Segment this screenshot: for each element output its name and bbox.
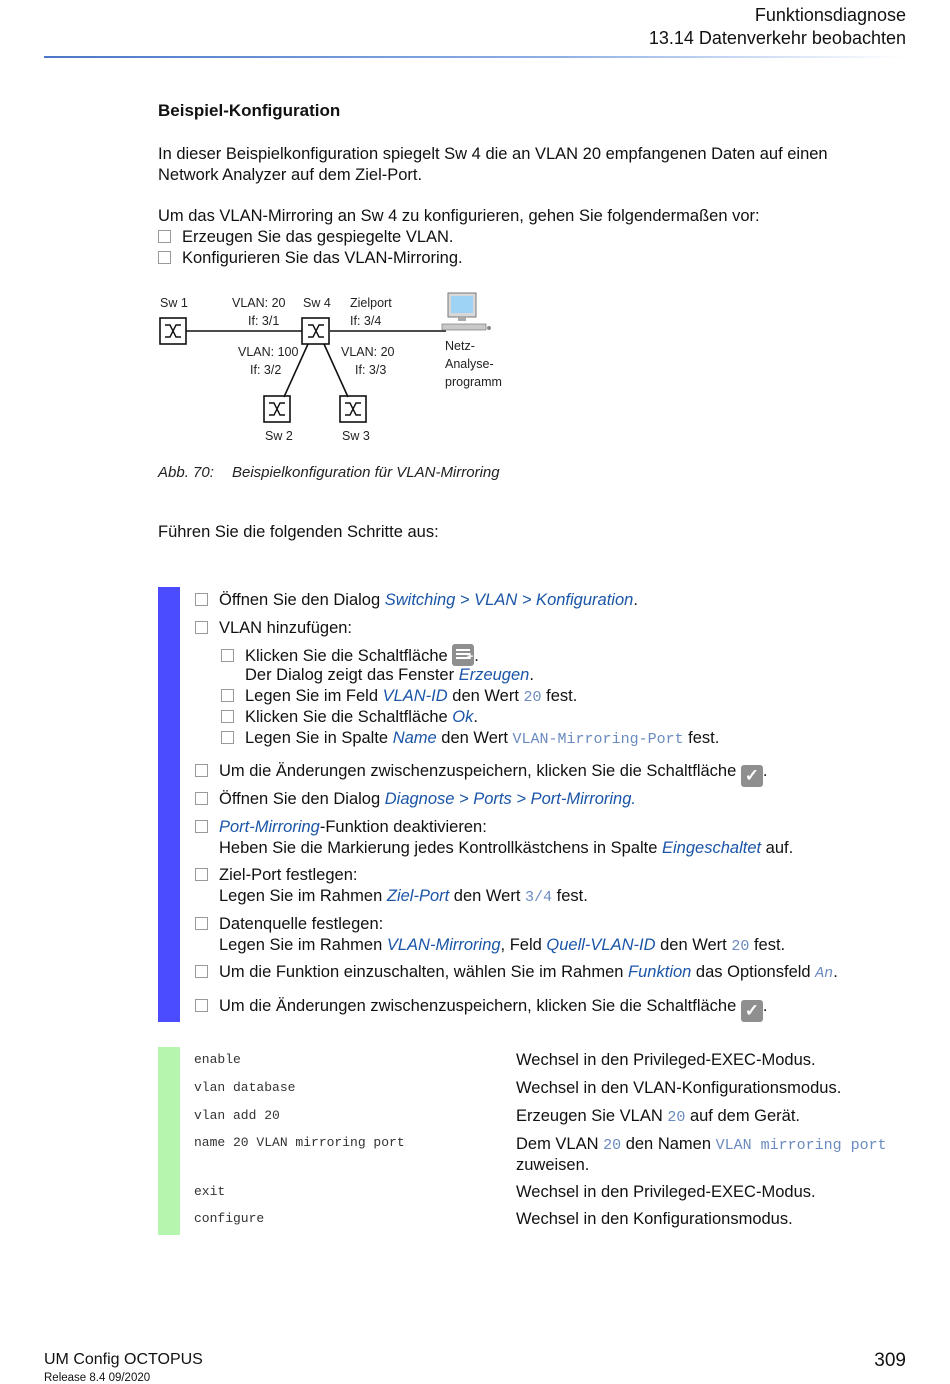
cli-description: Wechsel in den Privileged-EXEC-Modus.	[516, 1051, 816, 1069]
column-name-link: Name	[392, 729, 437, 747]
cli-description: Dem VLAN 20 den Namen VLAN mirroring port	[516, 1135, 887, 1154]
manual-title: UM Config OCTOPUS	[44, 1351, 203, 1368]
value-text: 20	[731, 938, 750, 955]
header-divider	[44, 56, 906, 58]
svg-text:Netz-: Netz-	[445, 339, 475, 353]
section-heading: Beispiel-Konfiguration	[158, 101, 341, 120]
svg-text:Zielport: Zielport	[350, 296, 392, 310]
svg-text:VLAN: 20: VLAN: 20	[341, 345, 395, 359]
cli-description: Wechsel in den VLAN-Konfigurationsmodus.	[516, 1079, 842, 1097]
svg-text:Analyse-: Analyse-	[445, 357, 494, 371]
save-checkmark-icon[interactable]: ✓	[741, 765, 763, 787]
bullet-box-icon	[195, 868, 208, 881]
save-checkmark-icon[interactable]: ✓	[741, 1000, 763, 1022]
bullet-box-icon	[195, 820, 208, 833]
ok-button-link[interactable]: Ok	[452, 708, 474, 726]
add-table-button-icon[interactable]	[452, 644, 474, 666]
substep-dialog-note: Der Dialog zeigt das Fenster Erzeugen.	[245, 666, 534, 684]
svg-text:If: 3/2: If: 3/2	[250, 363, 282, 377]
svg-text:Sw 4: Sw 4	[303, 296, 331, 310]
cli-description-cont: zuweisen.	[516, 1156, 590, 1174]
cli-command: vlan add 20	[194, 1108, 280, 1123]
bullet-box-icon	[158, 230, 171, 243]
function-name-link: Port-Mirroring	[219, 818, 320, 836]
figure-caption: Abb. 70: Beispielkonfiguration für VLAN-Mirroring	[158, 464, 500, 481]
bullet-box-icon	[221, 689, 234, 702]
menu-path-link[interactable]: Switching > VLAN > Konfiguration	[384, 591, 634, 609]
field-name-link: Quell-VLAN-ID	[546, 936, 656, 954]
step-open-vlan-dialog: Öffnen Sie den Dialog Switching > VLAN > Konfiguration.	[195, 590, 638, 611]
svg-text:If: 3/4: If: 3/4	[350, 314, 382, 328]
step-enable-function: Um die Funktion einzuschalten, wählen Sie im Rahmen Funktion das Optionsfeld An.	[195, 962, 838, 984]
cli-command: vlan database	[194, 1080, 296, 1095]
substep-set-name: Legen Sie in Spalte Name den Wert VLAN-Mirroring-Port fest.	[221, 728, 719, 750]
step-set-target-port: Ziel-Port festlegen:	[195, 865, 357, 886]
bullet-box-icon	[195, 965, 208, 978]
bullet-box-icon	[195, 999, 208, 1012]
svg-text:programm: programm	[445, 375, 502, 389]
cli-description: Erzeugen Sie VLAN 20 auf dem Gerät.	[516, 1107, 800, 1126]
svg-text:If: 3/3: If: 3/3	[355, 363, 387, 377]
step-set-target-port-detail: Legen Sie im Rahmen Ziel-Port den Wert 3/4 fest.	[219, 887, 588, 906]
gui-steps-marker	[158, 587, 180, 1022]
bullet-box-icon	[158, 251, 171, 264]
step-disable-port-mirroring: Port-Mirroring-Funktion deaktivieren:	[195, 817, 487, 838]
step-add-vlan: VLAN hinzufügen:	[195, 618, 352, 639]
network-diagram	[158, 290, 518, 450]
value-text: An	[815, 965, 834, 982]
frame-name-link: Funktion	[628, 963, 692, 981]
step-disable-port-mirroring-detail: Heben Sie die Markierung jedes Kontrollkästchens in Spalte Eingeschaltet auf.	[219, 839, 794, 857]
substep-click-ok: Klicken Sie die Schaltfläche Ok.	[221, 707, 478, 728]
page-number: 309	[874, 1350, 906, 1371]
cli-command: exit	[194, 1184, 226, 1199]
svg-text:Sw 3: Sw 3	[342, 429, 370, 443]
cli-command: name 20 VLAN mirroring port	[194, 1135, 405, 1150]
steps-intro: Führen Sie die folgenden Schritte aus:	[158, 523, 439, 541]
bullet-box-icon	[221, 731, 234, 744]
intro-line-2: Network Analyzer auf dem Ziel-Port.	[158, 166, 423, 184]
intro-bullet: Konfigurieren Sie das VLAN-Mirroring.	[158, 248, 463, 269]
step-open-port-mirroring: Öffnen Sie den Dialog Diagnose > Ports > Port-Mirroring.	[195, 789, 636, 810]
column-name-link: Eingeschaltet	[662, 839, 762, 857]
intro-line-1: In dieser Beispielkonfiguration spiegelt Sw 4 die an VLAN 20 empfangenen Daten auf einen	[158, 145, 828, 163]
intro-line-3: Um das VLAN-Mirroring an Sw 4 zu konfigurieren, gehen Sie folgendermaßen vor:	[158, 207, 760, 225]
step-save-changes: Um die Änderungen zwischenzuspeichern, klicken Sie die Schaltfläche ✓ .	[195, 761, 767, 787]
bullet-box-icon	[221, 710, 234, 723]
bullet-box-icon	[195, 792, 208, 805]
substep-click-add: Klicken Sie die Schaltfläche +.	[221, 644, 479, 667]
value-text: 20	[603, 1137, 622, 1154]
step-set-data-source-detail: Legen Sie im Rahmen VLAN-Mirroring, Feld Quell-VLAN-ID den Wert 20 fest.	[219, 936, 786, 955]
value-text: 3/4	[525, 889, 553, 906]
section-title: 13.14 Datenverkehr beobachten	[648, 28, 906, 48]
cli-description: Wechsel in den Privileged-EXEC-Modus.	[516, 1183, 816, 1201]
menu-path-link[interactable]: Diagnose > Ports > Port-Mirroring	[384, 790, 632, 808]
value-text: 20	[667, 1109, 686, 1126]
step-set-data-source: Datenquelle festlegen:	[195, 914, 383, 935]
intro-bullet: Erzeugen Sie das gespiegelte VLAN.	[158, 227, 454, 248]
bullet-box-icon	[195, 593, 208, 606]
value-text: VLAN-Mirroring-Port	[512, 731, 684, 748]
svg-text:VLAN: 100: VLAN: 100	[238, 345, 299, 359]
cli-steps-marker	[158, 1047, 180, 1235]
step-save-changes-final: Um die Änderungen zwischenzuspeichern, klicken Sie die Schaltfläche ✓ .	[195, 996, 767, 1022]
chapter-title: Funktionsdiagnose	[754, 5, 906, 25]
dialog-name-link: Erzeugen	[458, 666, 530, 684]
cli-command: enable	[194, 1052, 241, 1067]
field-name-link: VLAN-ID	[382, 687, 448, 705]
frame-name-link: Ziel-Port	[386, 887, 450, 905]
svg-text:Sw 1: Sw 1	[160, 296, 188, 310]
bullet-box-icon	[195, 621, 208, 634]
svg-text:Sw 2: Sw 2	[265, 429, 293, 443]
release-info: Release 8.4 09/2020	[44, 1372, 151, 1384]
substep-set-vlan-id: Legen Sie im Feld VLAN-ID den Wert 20 fest.	[221, 686, 577, 708]
bullet-box-icon	[195, 764, 208, 777]
svg-text:VLAN: 20: VLAN: 20	[232, 296, 286, 310]
value-text: VLAN mirroring port	[715, 1137, 887, 1154]
value-text: 20	[523, 689, 542, 706]
bullet-box-icon	[221, 649, 234, 662]
bullet-box-icon	[195, 917, 208, 930]
computer-icon	[442, 293, 491, 330]
svg-text:If: 3/1: If: 3/1	[248, 314, 280, 328]
frame-name-link: VLAN-Mirroring	[386, 936, 501, 954]
cli-description: Wechsel in den Konfigurationsmodus.	[516, 1210, 793, 1228]
cli-command: configure	[194, 1211, 265, 1226]
